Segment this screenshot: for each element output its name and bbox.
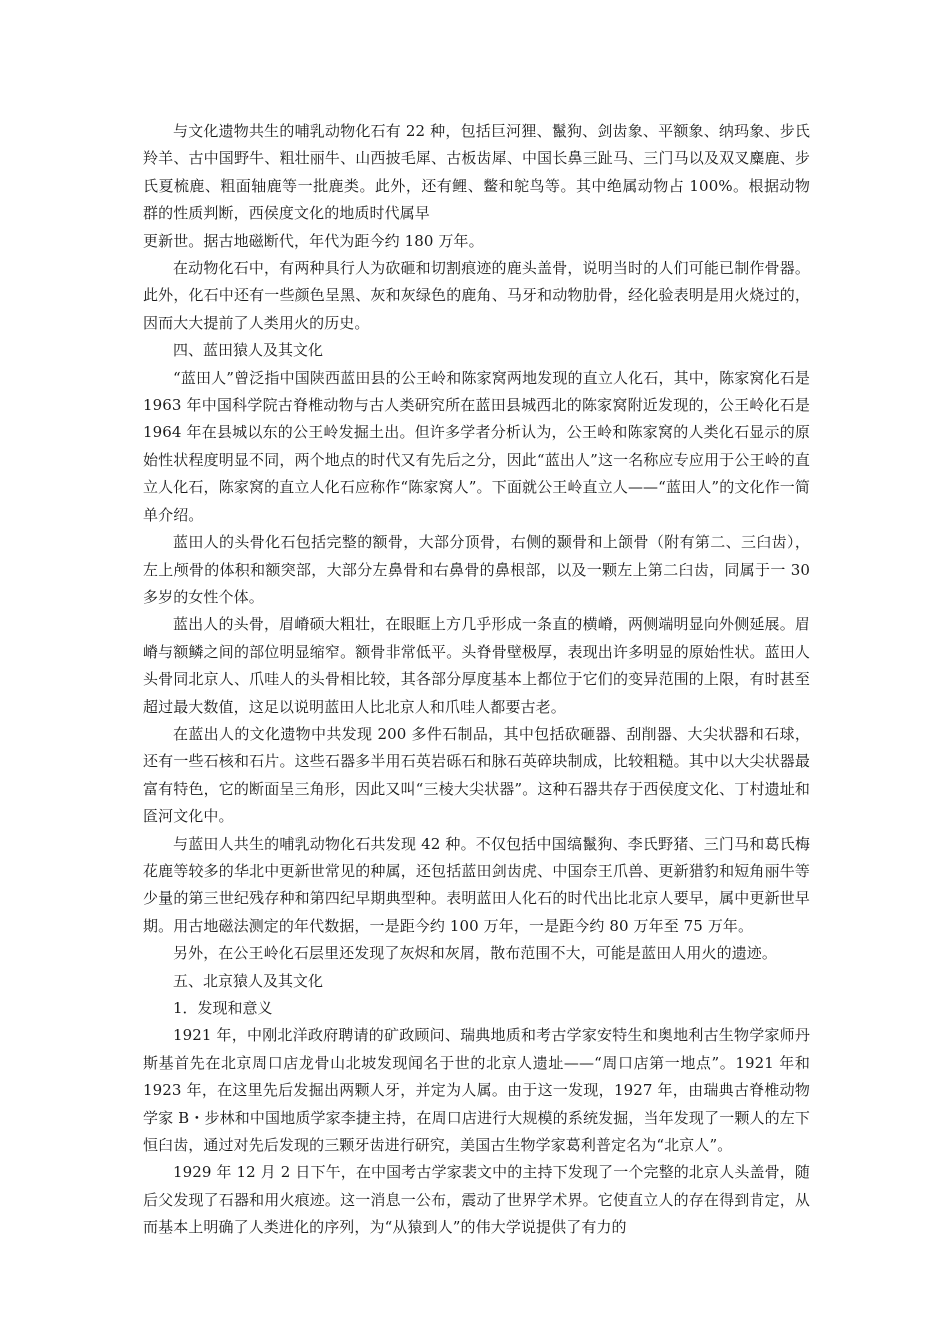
paragraph: 蓝出人的头骨，眉嵴硕大粗壮，在眼眶上方几乎形成一条直的横嵴，两侧端明显向外侧延展。眉嵴与额鳞之间的部位明显缩窄。额骨非常低平。头脊骨壁极厚，表现出许多明显的原始性状。蓝田人头骨同北京人、爪哇人的头骨相比较，其各部分厚度基本上都位于它们的变异范围的上限，有时甚至超过最大数值，这足以说明蓝田人比北京人和爪哇人都要古老。 [143,615,810,716]
paragraph-continuation: 更新世。据古地磁断代，年代为距今约 180 万年。 [143,231,484,250]
paragraph: 1929 年 12 月 2 日下午，在中国考古学家裴文中的主持下发现了一个完整的北京人头盖骨，随后父发现了石器和用火痕迹。这一消息一公布，震动了世界学术界。它使直立人的存在得到肯定，从而基本上明确了人类进化的序列，为“从猿到人”的伟大学说提供了有力的 [143,1163,810,1237]
paragraph: 与文化遗物共生的哺乳动物化石有 22 种，包括巨河狸、鬣狗、剑齿象、平额象、纳玛象、步氏羚羊、古中国野牛、粗壮丽牛、山西披毛犀、古板齿犀、中国长鼻三趾马、三门马以及双叉麋鹿、步氏夏梳鹿、粗面轴鹿等一批鹿类。此外，还有鲤、鳖和鸵鸟等。其中绝属动物占 100%。根据动物群的性质判断，西侯度文化的地质时代属早 [143,122,810,223]
paragraph: 在蓝出人的文化遗物中共发现 200 多件石制品，其中包括砍砸器、刮削器、大尖状器和石球，还有一些石核和石片。这些石器多半用石英岩砾石和脉石英碎块制成，比较粗糙。其中以大尖状器最富有特色，它的断面呈三角形，因此又叫“三棱大尖状器”。这种石器共存于西侯度文化、丁村遗址和匼河文化中。 [143,724,810,826]
document-body [143,118,810,1242]
paragraph: “蓝田人”曾泛指中国陕西蓝田县的公王岭和陈家窝两地发现的直立人化石，其中，陈家窝化石是 1963 年中国科学院古脊椎动物与古人类研究所在蓝田县城西北的陈家窝附近发现的，公王岭化石是 1964 年在县城以东的公王岭发掘土出。但许多学者分析认为，公王岭和陈家窝的人类化石显示的原始性状程度明显不同，两个地点的时代又有先后之分，因此“蓝出人”这一名称应专应用于公王岭的直立人化石，陈家窝的直立人化石应称作“陈家窝人”。下面就公王岭直立人——“蓝田人”的文化作一简单介绍。 [143,368,810,524]
paragraph: 蓝田人的头骨化石包括完整的额骨，大部分顶骨，右侧的颞骨和上颌骨（附有第二、三臼齿），左上颅骨的体积和额突部，大部分左鼻骨和右鼻骨的鼻根部，以及一颗左上第二臼齿，同属于一 30 多岁的女性个体。 [143,533,810,606]
paragraph: 与蓝田人共生的哺乳动物化石共发现 42 种。不仅包括中国缟鬣狗、李氏野猪、三门马和葛氏梅花鹿等较多的华北中更新世常见的种属，还包括蓝田剑齿虎、中国奈王爪兽、更新猎豹和短角丽牛等少量的第三世纪残存种和第四纪早期典型种。表明蓝田人化石的时代出比北京人要早，属中更新世早期。用古地磁法测定的年代数据，一是距今约 100 万年，一是距今约 80 万年至 75 万年。 [143,834,810,935]
section-heading: 四、蓝田猿人及其文化 [173,341,324,360]
section-heading: 五、北京猿人及其文化 [173,971,324,990]
subsection-heading: 1．发现和意义 [173,999,273,1017]
paragraph: 另外，在公王岭化石层里还发现了灰烬和灰屑，散布范围不大，可能是蓝田人用火的遗迹。 [173,944,778,963]
paragraph: 1921 年，中刚北洋政府聘请的矿政顾问、瑞典地质和考古学家安特生和奥地利古生物学家师丹斯基首先在北京周口店龙骨山北坡发现闻名于世的北京人遗址——“周口店第一地点”。1921 年和 1923 年，在这里先后发掘出两颗人牙，并定为人属。由于这一发现，1927 年，由瑞典古脊椎动物学家 B・步林和中国地质学家李捷主持，在周口店进行大规模的系统发掘，当年发现了一颗人的左下恒臼齿，通过对先后发现的三颗牙齿进行研究，美国古生物学家葛利普定名为“北京人”。 [143,1026,810,1155]
paragraph: 在动物化石中，有两种具行人为砍砸和切割痕迹的鹿头盖骨，说明当时的人们可能已制作骨器。此外，化石中还有一些颜色呈黑、灰和灰绿色的鹿角、马牙和动物肋骨，经化验表明是用火烧过的，因而大大提前了人类用火的历史。 [143,259,810,332]
